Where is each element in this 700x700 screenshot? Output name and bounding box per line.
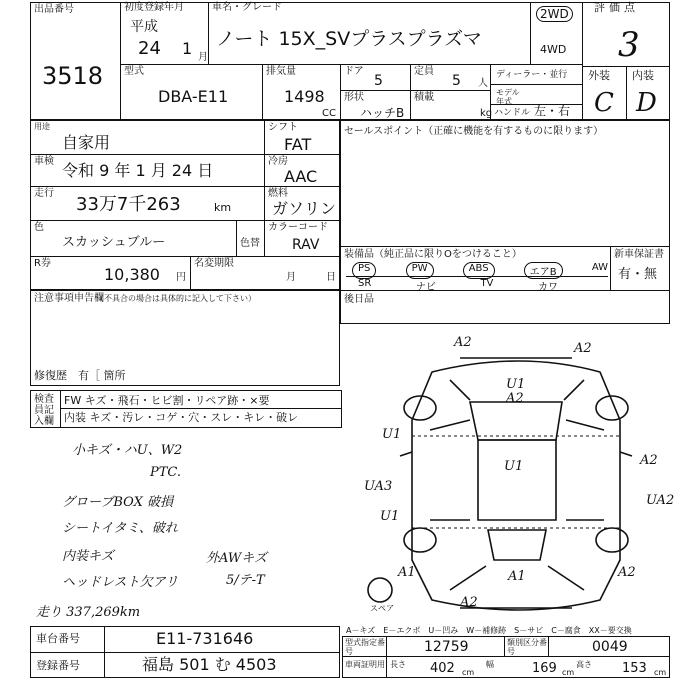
equip-pw: PW bbox=[406, 262, 434, 279]
grade-value: 3 bbox=[618, 25, 640, 65]
mileage-label: 走行 bbox=[34, 188, 54, 199]
int-label: 内装 bbox=[632, 69, 654, 82]
divider bbox=[30, 154, 340, 155]
model-cert-label: 型式指定番号 bbox=[345, 638, 385, 656]
divider bbox=[490, 84, 582, 85]
hand-note-9: 走り 337,269km bbox=[36, 605, 141, 620]
reg-month: 1 bbox=[182, 39, 193, 58]
type-label: 型式 bbox=[124, 66, 144, 77]
model-cert-value: 12759 bbox=[424, 639, 469, 655]
equip-sr: SR bbox=[358, 278, 372, 289]
type-value: DBA-E11 bbox=[158, 87, 229, 106]
chassis-label: 車台番号 bbox=[36, 632, 80, 645]
ac-label: 冷房 bbox=[268, 156, 288, 167]
equipment-row-1 bbox=[352, 262, 608, 279]
doors-value: 5 bbox=[374, 73, 383, 89]
divider bbox=[104, 626, 105, 678]
hand-note-3: グローブBOX 破損 bbox=[62, 495, 173, 510]
width-value: 169 bbox=[532, 661, 557, 676]
color-label: 色 bbox=[34, 222, 44, 233]
length-value: 402 bbox=[430, 661, 455, 676]
first-reg-label: 初度登録年月 bbox=[124, 2, 184, 13]
divider bbox=[264, 120, 265, 256]
equipment-label: 装備品（純正品に限りOをつけること） bbox=[344, 249, 522, 260]
equip-tv: TV bbox=[480, 278, 494, 289]
warranty-label: 新車保証書 bbox=[614, 249, 664, 260]
month-unit: 月 bbox=[198, 52, 208, 63]
divider bbox=[30, 220, 340, 221]
warranty-value: 有・無 bbox=[618, 267, 658, 282]
spare-label: スペア bbox=[370, 604, 394, 613]
equip-navi: ナビ bbox=[415, 282, 436, 293]
use-label: 用途 bbox=[34, 122, 50, 131]
equip-leather: カワ bbox=[537, 282, 558, 293]
mark-a2-br: A2 bbox=[618, 565, 636, 580]
hand-note-6: 外AWキズ bbox=[206, 551, 267, 566]
divider bbox=[340, 90, 490, 91]
inspector-line-2: 内装 キズ・汚レ・コゲ・穴・スレ・キレ・破レ bbox=[64, 411, 299, 424]
hand-note-1: 小キズ・ハU、W2 bbox=[72, 443, 183, 458]
tax-label: R券 bbox=[34, 258, 51, 269]
equip-abs: ABS bbox=[463, 262, 495, 279]
name-change-label: 名変期限 bbox=[194, 258, 234, 269]
dealer-label: ディーラー・並行 bbox=[496, 70, 568, 80]
cc-value: 1498 bbox=[284, 87, 325, 106]
divider bbox=[236, 220, 237, 256]
category-label: 類別区分番号 bbox=[507, 638, 547, 656]
category-value: 0049 bbox=[592, 639, 628, 655]
notes-frame bbox=[30, 290, 340, 386]
mark-a2-bl: A2 bbox=[460, 595, 478, 610]
inspector-line-1: FW キズ・飛石・ヒビ割・リペア跡・×要 bbox=[64, 394, 270, 407]
inspector-label: 検査員記入欄 bbox=[34, 394, 54, 427]
divider bbox=[30, 652, 340, 653]
shape-label: 形状 bbox=[344, 92, 364, 103]
dim-label: 車両証明用 bbox=[345, 660, 385, 669]
length-label: 長さ bbox=[390, 660, 406, 669]
divider bbox=[60, 408, 342, 409]
inspection-value: 令和 9 年 1 月 24 日 bbox=[62, 161, 214, 180]
divider bbox=[262, 64, 263, 120]
ext-label: 外装 bbox=[588, 69, 610, 82]
sales-point-label: セールスポイント（正確に機能を有するものに限ります） bbox=[344, 126, 604, 137]
seats-unit: 人 bbox=[478, 78, 488, 89]
width-label: 幅 bbox=[486, 660, 494, 669]
hand-note-5: 内装キズ bbox=[62, 549, 114, 564]
model-name: ノート 15X_SVプラスプラズマ bbox=[216, 28, 482, 50]
equip-airbag: エアB bbox=[524, 262, 563, 279]
use-value: 自家用 bbox=[62, 133, 111, 152]
repair-label: 修復歴 bbox=[34, 369, 67, 382]
divider bbox=[340, 246, 670, 247]
height-label: 高さ bbox=[576, 660, 592, 669]
chassis-value: E11-731646 bbox=[156, 629, 254, 648]
divider bbox=[208, 2, 209, 64]
name-change-month: 月 bbox=[286, 272, 296, 283]
height-unit: cm bbox=[654, 668, 667, 677]
divider bbox=[120, 2, 121, 120]
width-unit: cm bbox=[562, 668, 575, 677]
load-unit: kg bbox=[480, 108, 493, 119]
cc-unit: CC bbox=[322, 108, 336, 119]
mark-ua3: UA3 bbox=[364, 479, 393, 494]
mileage-unit: km bbox=[214, 201, 232, 214]
hand-note-8: 5/テ-T bbox=[226, 573, 265, 588]
mark-u1-lower: U1 bbox=[380, 509, 400, 524]
mark-u1a2: U1 A2 bbox=[506, 377, 526, 406]
equipment-row-2 bbox=[358, 278, 558, 293]
tax-value: 10,380 bbox=[104, 265, 160, 284]
divider bbox=[504, 636, 505, 656]
tax-unit: 円 bbox=[176, 272, 186, 283]
divider bbox=[120, 64, 582, 65]
grade-label: 評価点 bbox=[594, 1, 639, 14]
shift-value: FAT bbox=[284, 135, 312, 154]
length-unit: cm bbox=[462, 668, 475, 677]
name-change-day: 日 bbox=[326, 272, 336, 283]
divider bbox=[626, 66, 627, 120]
int-value: D bbox=[636, 88, 657, 118]
era: 平成 bbox=[130, 19, 158, 35]
divider bbox=[342, 656, 670, 657]
lot-label: 出品番号 bbox=[34, 4, 74, 15]
handle-value: 左・右 bbox=[534, 104, 571, 118]
model-year-label: モデル年式 bbox=[496, 88, 520, 106]
divider bbox=[30, 256, 340, 257]
hand-note-2: PTC. bbox=[150, 465, 182, 480]
divider bbox=[386, 636, 387, 678]
equip-aw: AW bbox=[591, 262, 608, 273]
model-label: 車名・グレード bbox=[212, 2, 282, 13]
equip-ps: PS bbox=[352, 262, 376, 279]
divider bbox=[610, 246, 611, 290]
notes-sub-label: （不具合の場合は具体的に記入して下さい） bbox=[96, 294, 256, 303]
notes-label: 注意事項申告欄 bbox=[34, 293, 104, 304]
drive-4wd: 4WD bbox=[540, 43, 567, 56]
mark-u1-left: U1 bbox=[382, 427, 402, 442]
rear-item-label: 後日品 bbox=[344, 294, 374, 305]
mark-a2-right: A2 bbox=[640, 453, 658, 468]
hand-note-7: ヘッドレスト欠アリ bbox=[62, 575, 179, 590]
ext-value: C bbox=[594, 88, 614, 118]
reg-year: 24 bbox=[138, 38, 161, 59]
seats-label: 定員 bbox=[414, 66, 434, 77]
recolor-label: 色替 bbox=[240, 238, 260, 249]
mark-ua2-right: UA2 bbox=[646, 493, 675, 508]
shift-label: シフト bbox=[268, 122, 298, 133]
load-label: 積載 bbox=[414, 92, 434, 103]
doors-label: ドア bbox=[344, 66, 364, 77]
divider bbox=[190, 256, 191, 290]
repair-value: 有［ 箇所 bbox=[78, 369, 126, 382]
lot-number: 3518 bbox=[42, 62, 104, 90]
divider bbox=[530, 2, 531, 64]
height-value: 153 bbox=[622, 661, 647, 676]
fuel-value: ガソリン bbox=[272, 199, 337, 218]
divider bbox=[410, 64, 411, 120]
plate-value: 福島 501 む 4503 bbox=[142, 655, 277, 674]
sales-frame bbox=[340, 120, 670, 324]
color-code-value: RAV bbox=[292, 237, 320, 253]
divider bbox=[582, 2, 583, 120]
handle-label: ハンドル bbox=[494, 108, 531, 118]
hand-note-4: シートイタミ、破れ bbox=[62, 521, 178, 536]
cc-label: 排気量 bbox=[266, 66, 296, 77]
color-code-label: カラーコード bbox=[268, 222, 328, 233]
plate-label: 登録番号 bbox=[36, 659, 80, 672]
inspection-label: 車検 bbox=[34, 156, 54, 167]
mark-a1-bottom: A1 bbox=[508, 569, 526, 584]
damage-legend: A－キズ E－エクボ U－凹み W－補修跡 S－サビ C－腐食 XX－要交換 bbox=[346, 626, 632, 635]
mark-u1-mid: U1 bbox=[504, 459, 524, 474]
mark-a2-tr: A2 bbox=[574, 341, 592, 356]
divider bbox=[30, 186, 340, 187]
shape-value: ハッチB bbox=[360, 106, 405, 120]
ac-value: AAC bbox=[284, 167, 318, 186]
mark-a1-left: A1 bbox=[398, 565, 416, 580]
mark-a2-tl: A2 bbox=[454, 335, 472, 350]
divider bbox=[60, 390, 61, 428]
mileage-value: 33万7千263 bbox=[76, 194, 181, 215]
divider bbox=[340, 64, 341, 120]
seats-value: 5 bbox=[452, 73, 461, 89]
fuel-label: 燃料 bbox=[268, 188, 288, 199]
color-value: スカッシュブルー bbox=[62, 235, 166, 250]
divider bbox=[548, 636, 549, 656]
drive-2wd-circle: 2WD bbox=[536, 6, 573, 22]
